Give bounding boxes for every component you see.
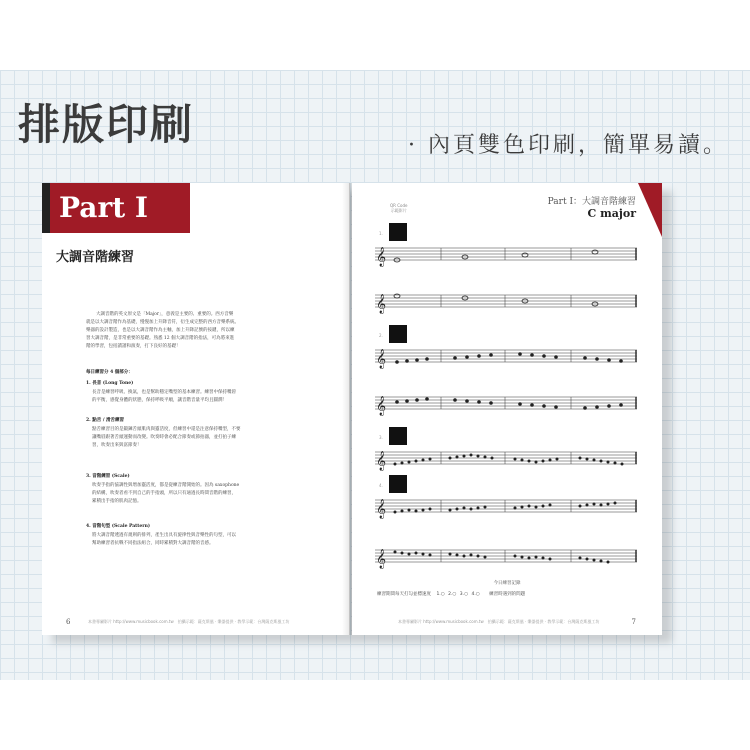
practice-record-title: 今日練習記錄 xyxy=(493,581,521,586)
intro-paragraph xyxy=(86,311,322,351)
svg-text:𝄞: 𝄞 xyxy=(376,247,387,267)
record-option: 3. xyxy=(459,592,465,597)
svg-text:𝄞: 𝄞 xyxy=(376,451,387,471)
item-line: 的結構，吹奏者看不到自己的手指頭，所以只有通過長時間音階的練習， xyxy=(92,491,236,496)
exercise-number: 1. xyxy=(379,231,383,236)
page-number-left: 6 xyxy=(66,618,71,626)
intro-line: 習大調音階，是非常重要的基礎。熟悉 12 個大調音階的指法，可為將來進 xyxy=(86,336,235,341)
music-staff xyxy=(375,493,637,519)
qr-code-icon[interactable] xyxy=(389,475,407,493)
item-line: 點舌練習目的是鍛鍊舌頭肌肉與靈活度，但練習中還是注意保持嘴型，不要 xyxy=(92,427,241,432)
item-line: 累積出手指的肌肉記憶。 xyxy=(92,499,142,504)
key-title: C major xyxy=(587,207,636,220)
part-subtitle: Part I：大調音階練習 xyxy=(547,197,636,207)
exercise-number: 4. xyxy=(379,483,383,488)
item-heading: 4. 音階句型 (Scale Pattern) xyxy=(86,524,150,529)
item-body xyxy=(92,426,322,450)
music-staff xyxy=(375,445,637,471)
svg-text:𝄞: 𝄞 xyxy=(376,349,387,369)
record-option: 4. xyxy=(471,592,476,597)
section-title: 大調音階練習 xyxy=(56,250,135,265)
item-line: 習，吹奏出來與富節奏！ xyxy=(92,443,142,448)
record-line-text: 練習期間每天打勾並標速度 xyxy=(377,592,431,597)
exercise-number: 3. xyxy=(379,435,383,440)
exercise-number: 2. xyxy=(379,333,383,338)
music-staff xyxy=(375,343,637,369)
intro-line: 階的學習，包括讀譜和演奏，打下良好的基礎！ xyxy=(86,344,181,349)
page-title: 排版印刷 xyxy=(18,100,195,149)
item-body xyxy=(92,482,322,506)
svg-text:𝄞: 𝄞 xyxy=(376,549,387,569)
music-staff xyxy=(375,390,637,416)
item-line: 的平衡，感覺身體的狀態，保持呼吸平順，讓音階音量平均且圓潤！ xyxy=(92,398,227,403)
corner-flag xyxy=(638,183,662,237)
qr-code-icon[interactable] xyxy=(389,325,407,343)
item-heading: 3. 音階練習 (Scale) xyxy=(86,474,130,479)
qr-label-line: QR Code xyxy=(390,203,408,208)
svg-text:𝄞: 𝄞 xyxy=(376,396,387,416)
intro-line: 大調音階的英文原文是「Major」，意義是主要的、重要的。西方音樂 xyxy=(96,312,234,317)
item-line: 幫助練習者抗戰不同指法組合，同時累積對大調音階的音感。 xyxy=(92,541,214,546)
item-heading: 2. 點舌 / 滑舌練習 xyxy=(86,418,125,423)
music-staff xyxy=(375,543,637,569)
page-footer-right: 本書專屬影片 http://www.musicbook.com.tw 拍攝示範：薩克斯風 · 樂器提供 · 教學示範：台灣薩克斯風工坊 xyxy=(398,619,600,624)
checkbox-icon[interactable]: ○ xyxy=(452,592,457,597)
item-line: 長音是練習呼吸、換氣，也是幫助穩定嘴型的基本練習。練習中保持嘴唇 xyxy=(92,390,236,395)
practice-record-line xyxy=(377,591,525,597)
right-page xyxy=(352,183,662,635)
music-staff xyxy=(375,241,637,267)
part-label: Part I xyxy=(59,191,148,224)
checkbox-icon[interactable]: ○ xyxy=(475,592,480,597)
intro-line: 就是以大調音階作為基礎，慢慢加上升降音符，衍生成完整的西方音樂系統。 xyxy=(86,320,239,325)
record-option: 2. xyxy=(448,592,453,597)
intro-line: 樂器的設計製造，也是以大調音階作為主軸，加上升降記號的按鍵，所以練 xyxy=(86,328,235,333)
part-banner-accent xyxy=(42,183,50,233)
page-footer-left: 本書專屬影片 http://www.musicbook.com.tw 拍攝示範：薩克斯風 · 樂器提供 · 教學示範：台灣薩克斯風工坊 xyxy=(88,619,290,624)
checkbox-icon[interactable]: ○ xyxy=(440,592,445,597)
item-body xyxy=(92,389,322,405)
page-number-right: 7 xyxy=(631,618,636,626)
practice-intro: 每日練習分 4 個部分： xyxy=(86,370,133,375)
item-line: 讓嘴唇跟著舌頭運動而改變。吹奏時會必配合節奏或節拍器，並打拍子練 xyxy=(92,435,236,440)
checkbox-icon[interactable]: ○ xyxy=(464,592,469,597)
qr-code-icon[interactable] xyxy=(389,427,407,445)
open-book xyxy=(42,183,662,635)
left-page xyxy=(42,183,350,635)
svg-text:𝄞: 𝄞 xyxy=(376,499,387,519)
qr-label-line: 示範影片 xyxy=(390,208,407,213)
tagline: · 內頁雙色印刷，簡單易讀。 xyxy=(408,133,728,158)
qr-label xyxy=(390,203,407,213)
item-line: 吹奏手指的協調性與增加靈活度，都是從練音階開始的。因為 saxophone xyxy=(92,483,240,488)
qr-code-icon[interactable] xyxy=(389,223,407,241)
record-tail: 練習時遇到的問題 xyxy=(489,592,526,597)
item-body xyxy=(92,532,322,548)
item-line: 將大調音階透過有規則的排列，產生出具有旋律性與音樂性的句型，可以 xyxy=(92,533,236,538)
item-heading: 1. 長音 (Long Tone) xyxy=(86,381,134,386)
music-staff xyxy=(375,288,637,314)
record-option: 1. xyxy=(436,592,441,597)
svg-text:𝄞: 𝄞 xyxy=(376,294,387,314)
